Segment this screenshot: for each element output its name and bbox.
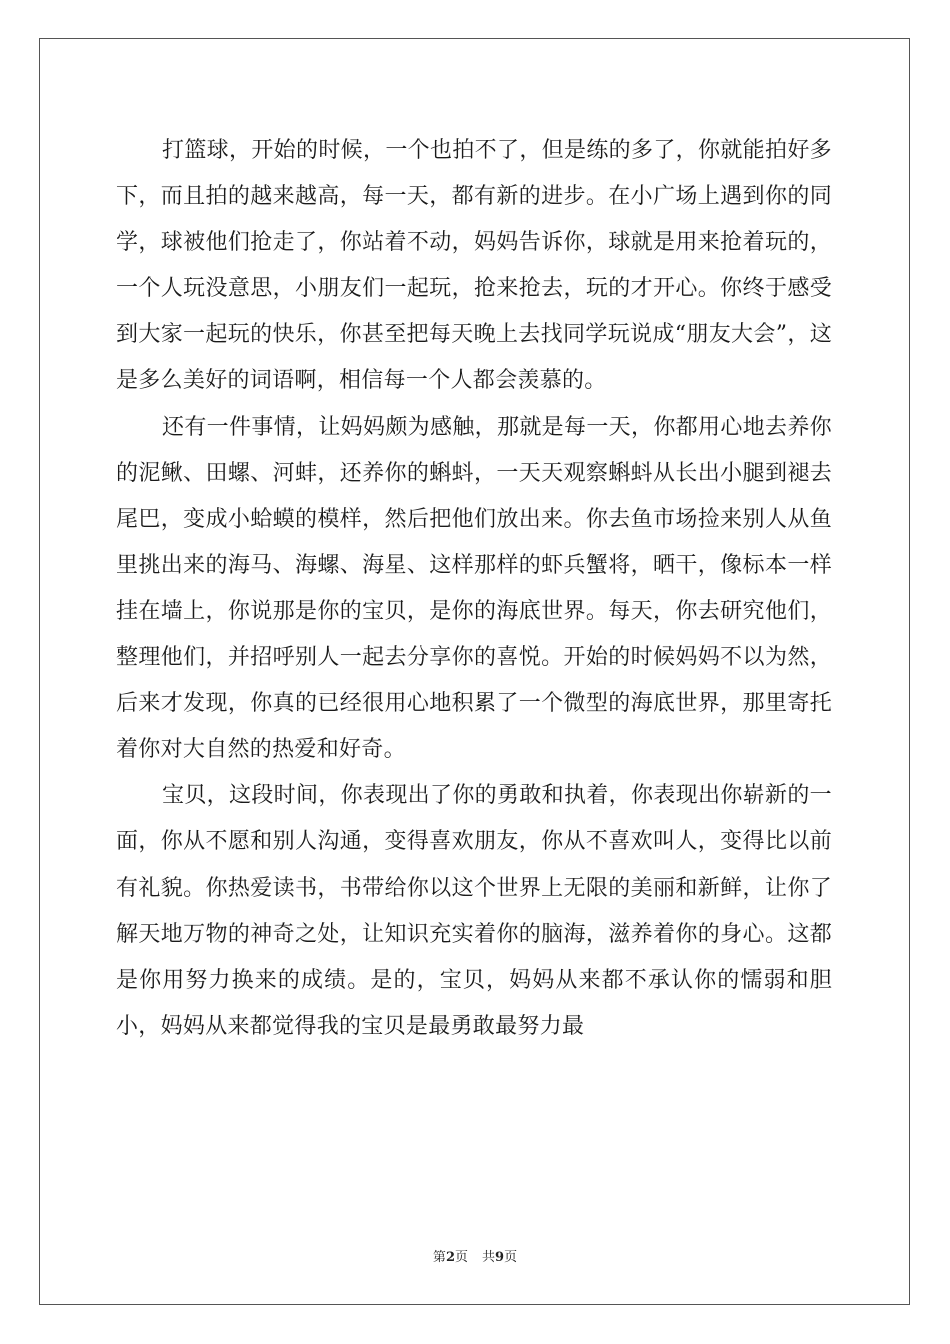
page-footer [0,1246,950,1265]
page-prefix: 第 [432,1250,446,1265]
document-body [116,128,832,1050]
page-number: 2 [445,1250,455,1265]
total-suffix: 页 [504,1250,518,1265]
total-prefix: 共 [482,1250,496,1265]
paragraph-3: 宝贝，这段时间，你表现出了你的勇敢和执着，你表现出你崭新的一面，你从不愿和别人沟通，变得喜欢朋友，你从不喜欢叫人，变得比以前有礼貌。你热爱读书，书带给你以这个世界上无限的美丽和新鲜，让你了解天地万物的神奇之处，让知识充实着你的脑海，滋养着你的身心。这都是你用努力换来的成绩。是的，宝贝，妈妈从来都不承认你的懦弱和胆小，妈妈从来都觉得我的宝贝是最勇敢最努力最 [116,783,832,1039]
paragraph-1: 打篮球，开始的时候，一个也拍不了，但是练的多了，你就能拍好多下，而且拍的越来越高，每一天，都有新的进步。在小广场上遇到你的同学，球被他们抢走了，你站着不动，妈妈告诉你，球就是用来抢着玩的，一个人玩没意思，小朋友们一起玩，抢来抢去，玩的才开心。你终于感受到大家一起玩的快乐，你甚至把每天晚上去找同学玩说成“朋友大会”，这是多么美好的词语啊，相信每一个人都会羡慕的。 [116,138,832,394]
total-pages: 9 [495,1250,505,1265]
paragraph-2: 还有一件事情，让妈妈颇为感触，那就是每一天，你都用心地去养你的泥鳅、田螺、河蚌，还养你的蝌蚪，一天天观察蝌蚪从长出小腿到褪去尾巴，变成小蛤蟆的模样，然后把他们放出来。你去鱼市场捡来别人从鱼里挑出来的海马、海螺、海星、这样那样的虾兵蟹将，晒干，像标本一样挂在墙上，你说那是你的宝贝，是你的海底世界。每天，你去研究他们，整理他们，并招呼别人一起去分享你的喜悦。开始的时候妈妈不以为然，后来才发现，你真的已经很用心地积累了一个微型的海底世界，那里寄托着你对大自然的热爱和好奇。 [116,414,832,763]
page-suffix: 页 [454,1250,468,1265]
